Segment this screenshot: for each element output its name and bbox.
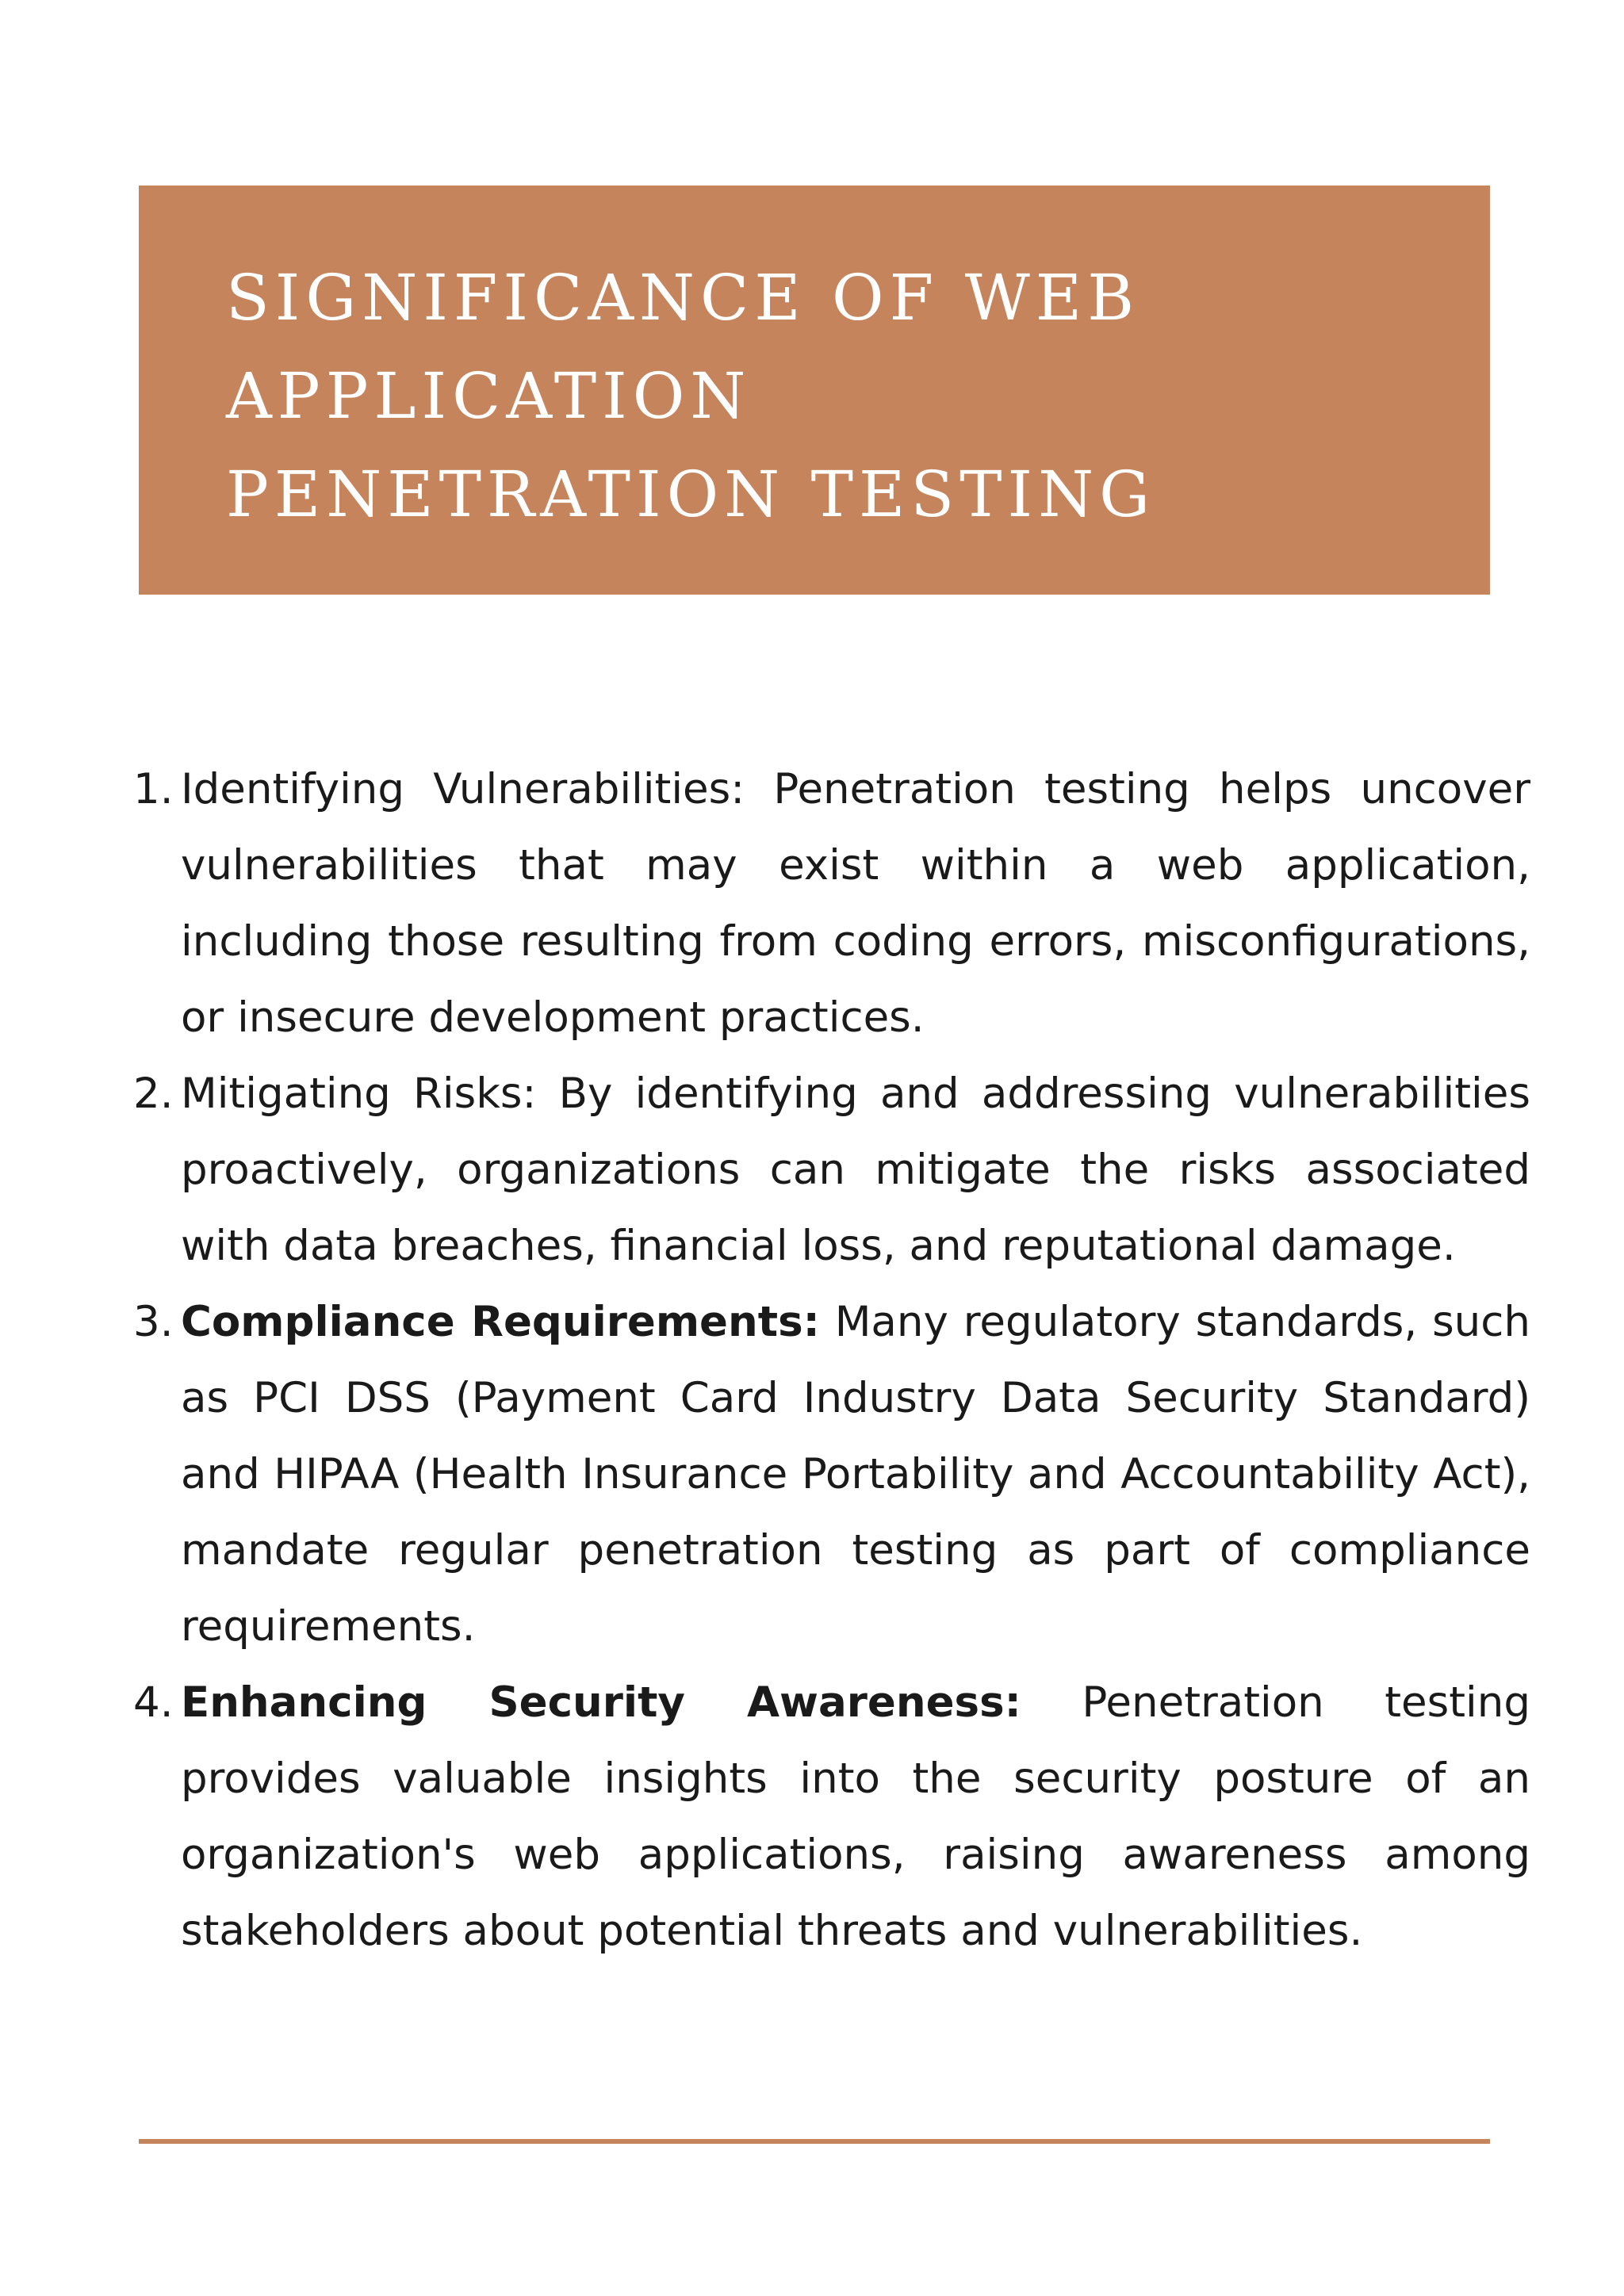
item-heading: Enhancing Security Awareness: xyxy=(181,1678,1021,1727)
list-item xyxy=(127,1284,1530,1665)
item-heading: Mitigating Risks: xyxy=(181,1070,537,1118)
list-item xyxy=(127,1056,1530,1284)
item-number: 3. xyxy=(133,1298,174,1346)
significance-list xyxy=(127,752,1530,1969)
list-item xyxy=(127,1665,1530,1969)
item-number: 1. xyxy=(133,765,174,813)
item-heading: Identifying Vulnerabilities: xyxy=(181,765,745,813)
item-text: Many regulatory standards, such as PCI DSS (Payment Card Industry Data Security Standard) and HIPAA (Health Insurance Portability and Accountability Act), mandate regular penetration testing as part of compliance requirements. xyxy=(181,1298,1530,1651)
item-text: By identifying and addressing vulnerabilities proactively, organizations can mitigate the risks associated with data breaches, financial loss, and reputational damage. xyxy=(181,1070,1530,1270)
title-line-3: PENETRATION TESTING xyxy=(226,457,1156,531)
list-item xyxy=(127,752,1530,1056)
item-number: 4. xyxy=(133,1678,174,1727)
item-heading: Compliance Requirements: xyxy=(181,1298,820,1346)
title-banner xyxy=(139,186,1490,595)
title-line-1: SIGNIFICANCE OF WEB xyxy=(226,261,1139,335)
item-text: Penetration testing helps uncover vulnerabilities that may exist within a web application, including those resulting from coding errors, misconfigurations, or insecure development practices. xyxy=(181,765,1530,1042)
item-number: 2. xyxy=(133,1070,174,1118)
title-line-2: APPLICATION xyxy=(226,359,752,433)
footer-divider xyxy=(139,2139,1490,2144)
item-text: Penetration testing provides valuable insights into the security posture of an organization's web applications, raising awareness among stakeholders about potential threats and vulnerabilities. xyxy=(181,1678,1530,1955)
